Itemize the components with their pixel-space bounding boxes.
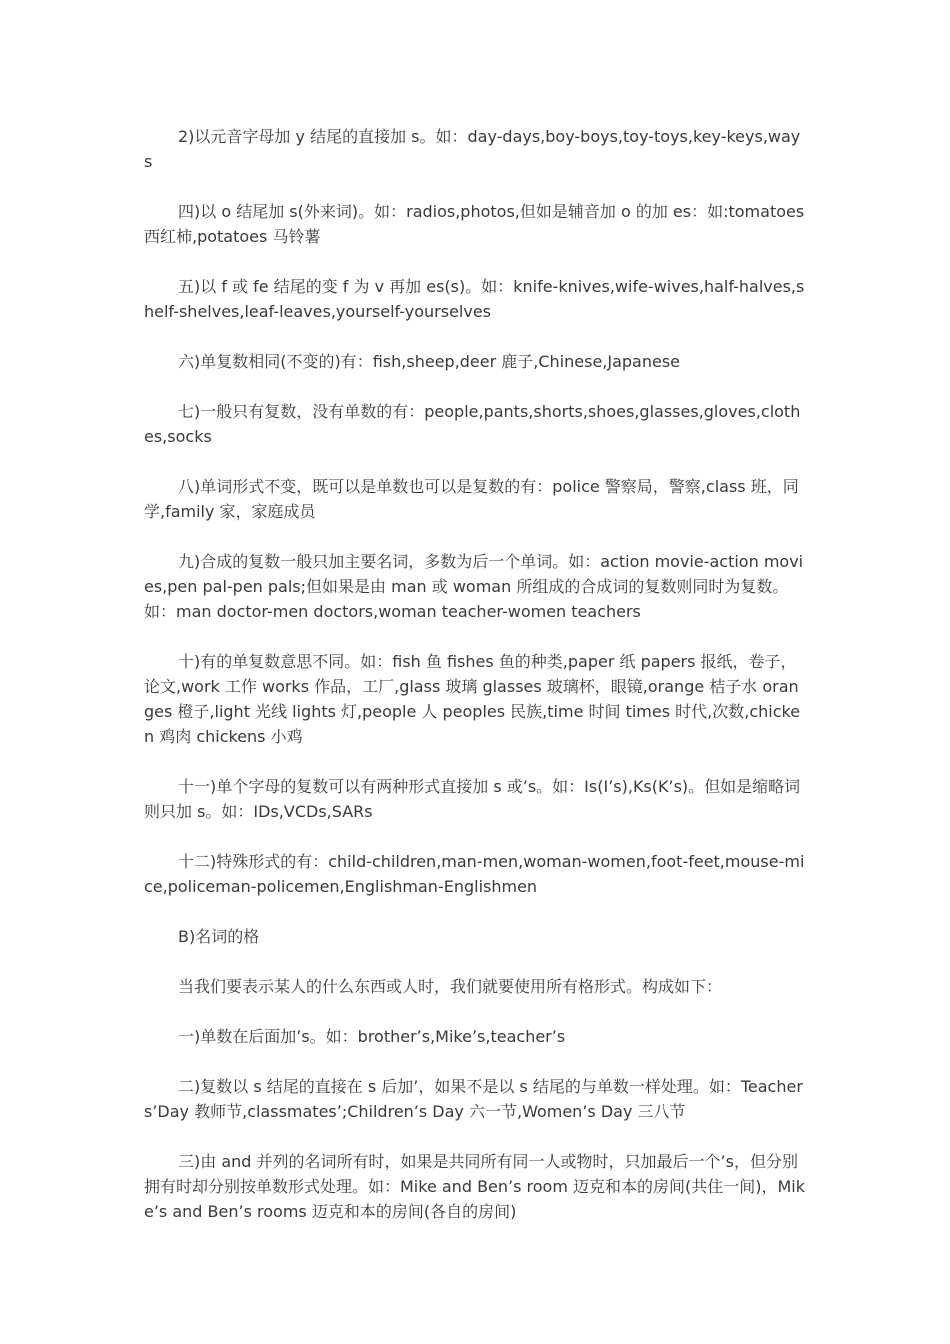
paragraph-rule-11-letters: 十一)单个字母的复数可以有两种形式直接加 s 或’s。如：Is(I’s),Ks(K’s)。但如是缩略词则只加 s。如：IDs,VCDs,SARs xyxy=(144,777,801,821)
section-heading-possessive: B)名词的格 xyxy=(178,927,260,946)
paragraph-rule-10-different-meaning: 十)有的单复数意思不同。如：fish 鱼 fishes 鱼的种类,paper 纸 papers 报纸，卷子，论文,work 工作 works 作品，工厂,glass 玻璃 glasses 玻璃杯，眼镜,orange 桔子水 oranges 橙子,light 光线 lights 灯,people 人 peoples 民族,time 时间 times 时代,次数,chicken 鸡肉 chickens 小鸡 xyxy=(144,652,801,746)
paragraph-rule-6-same-form: 六)单复数相同(不变的)有：fish,sheep,deer 鹿子,Chinese,Japanese xyxy=(178,352,681,371)
paragraph-rule-9-compound: 九)合成的复数一般只加主要名词，多数为后一个单词。如：action movie-action movies,pen pal-pen pals;但如果是由 man 或 woman 所组成的合成词的复数则同时为复数。如：man doctor-men doctors,woman teacher-women teachers xyxy=(144,552,804,621)
paragraph-rule-2-y-ending: 2)以元音字母加 y 结尾的直接加 s。如：day-days,boy-boys,toy-toys,key-keys,ways xyxy=(144,127,801,171)
paragraph-rule-4-o-ending: 四)以 o 结尾加 s(外来词)。如：radios,photos,但如是辅音加 o 的加 es：如:tomatoes 西红柿,potatoes 马铃薯 xyxy=(144,202,805,246)
paragraph-possessive-1-singular: 一)单数在后面加’s。如：brother’s,Mike’s,teacher’s xyxy=(178,1027,566,1046)
paragraph-rule-5-f-fe-ending: 五)以 f 或 fe 结尾的变 f 为 v 再加 es(s)。如：knife-knives,wife-wives,half-halves,shelf-shelves,leaf-leaves,yourself-yourselves xyxy=(144,277,805,321)
document-body xyxy=(144,124,806,1249)
paragraph-rule-8-unchanged: 八)单词形式不变，既可以是单数也可以是复数的有：police 警察局，警察,class 班，同学,family 家，家庭成员 xyxy=(144,477,799,521)
paragraph-rule-12-special: 十二)特殊形式的有：child-children,man-men,woman-women,foot-feet,mouse-mice,policeman-policemen,Englishman-Englishmen xyxy=(144,852,805,896)
paragraph-possessive-intro: 当我们要表示某人的什么东西或人时，我们就要使用所有格形式。构成如下： xyxy=(178,977,723,996)
paragraph-possessive-2-plural: 二)复数以 s 结尾的直接在 s 后加’，如果不是以 s 结尾的与单数一样处理。如：Teachers’Day 教师节,classmates’;Children’s Day 六一节,Women’s Day 三八节 xyxy=(144,1077,803,1121)
paragraph-rule-7-plural-only: 七)一般只有复数，没有单数的有：people,pants,shorts,shoes,glasses,gloves,clothes,socks xyxy=(144,402,801,446)
paragraph-possessive-3-and: 三)由 and 并列的名词所有时，如果是共同所有同一人或物时，只加最后一个’s，但分别拥有时却分别按单数形式处理。如：Mike and Ben’s room 迈克和本的房间(共住一间)，Mike’s and Ben’s rooms 迈克和本的房间(各自的房间) xyxy=(144,1152,806,1221)
